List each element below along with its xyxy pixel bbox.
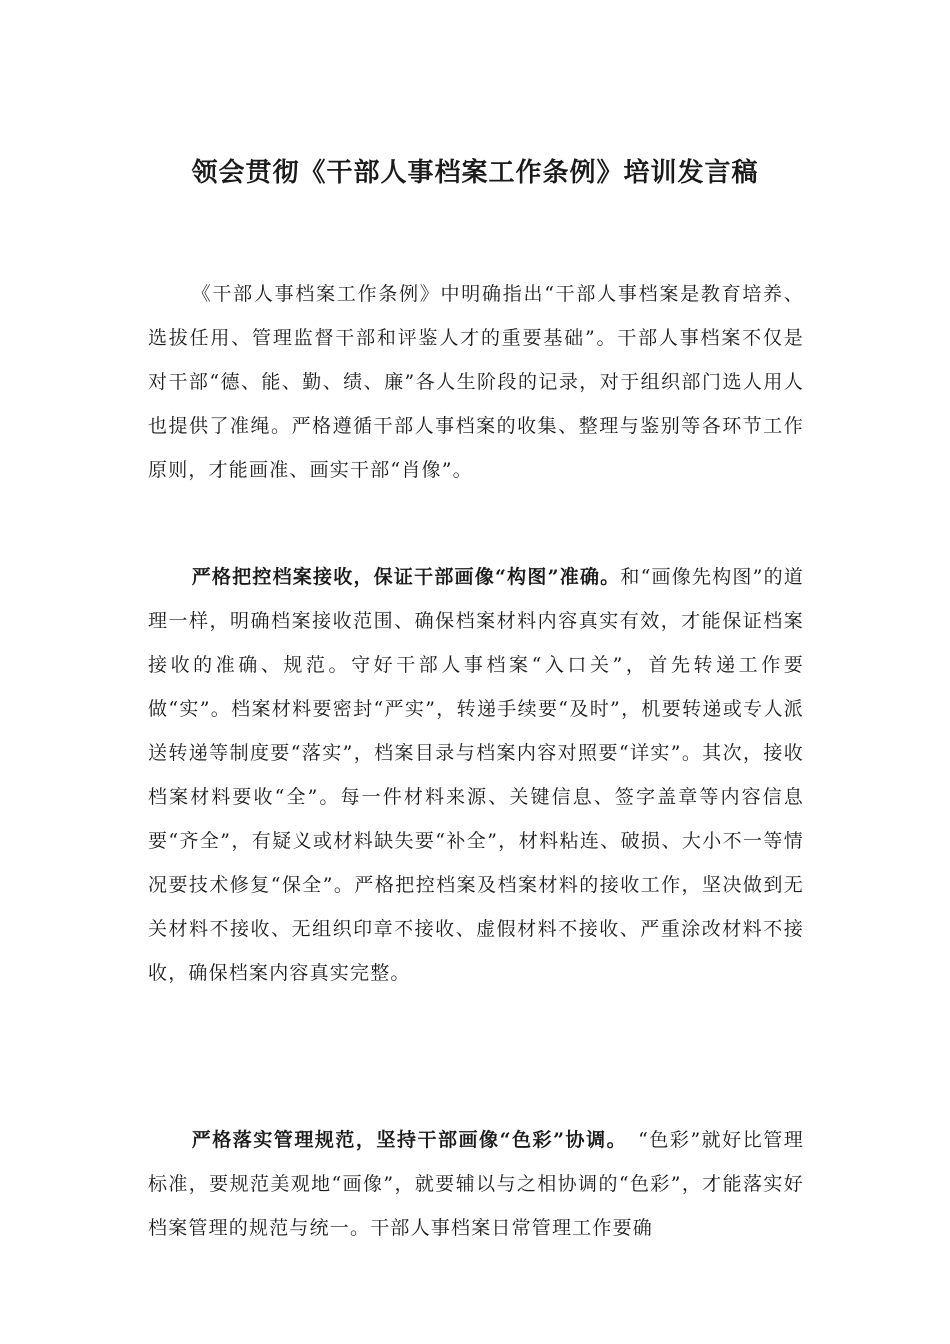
paragraph-intro [148,272,804,492]
paragraph-management-norms-text: “色彩”就好比管理标准，要规范美观地“画像”，就要辅以与之相协调的“色彩”，才能落实好档案管理的规范与统一。干部人事档案日常管理工作要确 [148,1129,804,1239]
paragraph-management-norms [148,1118,804,1250]
document-title: 领会贯彻《干部人事档案工作条例》培训发言稿 [191,158,759,188]
paragraph-archive-receiving [148,555,804,995]
paragraph-management-norms-heading: 严格落实管理规范，坚持干部画像“色彩”协调。 [191,1129,618,1151]
paragraph-archive-receiving-text: 和“画像先构图”的道理一样，明确档案接收范围、确保档案材料内容真实有效，才能保证档案接收的准确、规范。守好干部人事档案“入口关”，首先转递工作要做“实”。档案材料要密封“严实”，转递手续要“及时”，机要转递或专人派送转递等制度要“落实”，档案目录与档案内容对照要“详实”。其次，接收档案材料要收“全”。每一件材料来源、关键信息、签字盖章等内容信息要“齐全”，有疑义或材料缺失要“补全”，材料粘连、破损、大小不一等情况要技术修复“保全”。严格把控档案及档案材料的接收工作，坚决做到无关材料不接收、无组织印章不接收、虚假材料不接收、严重涂改材料不接收，确保档案内容真实完整。 [148,566,804,984]
paragraph-intro-text: 《干部人事档案工作条例》中明确指出“干部人事档案是教育培养、选拔任用、管理监督干部和评鉴人才的重要基础”。干部人事档案不仅是对干部“德、能、勤、绩、廉”各人生阶段的记录，对于组织部门选人用人也提供了准绳。严格遵循干部人事档案的收集、整理与鉴别等各环节工作原则，才能画准、画实干部“肖像”。 [148,283,804,481]
paragraph-archive-receiving-heading: 严格把控档案接收，保证干部画像“构图”准确。 [191,566,621,588]
